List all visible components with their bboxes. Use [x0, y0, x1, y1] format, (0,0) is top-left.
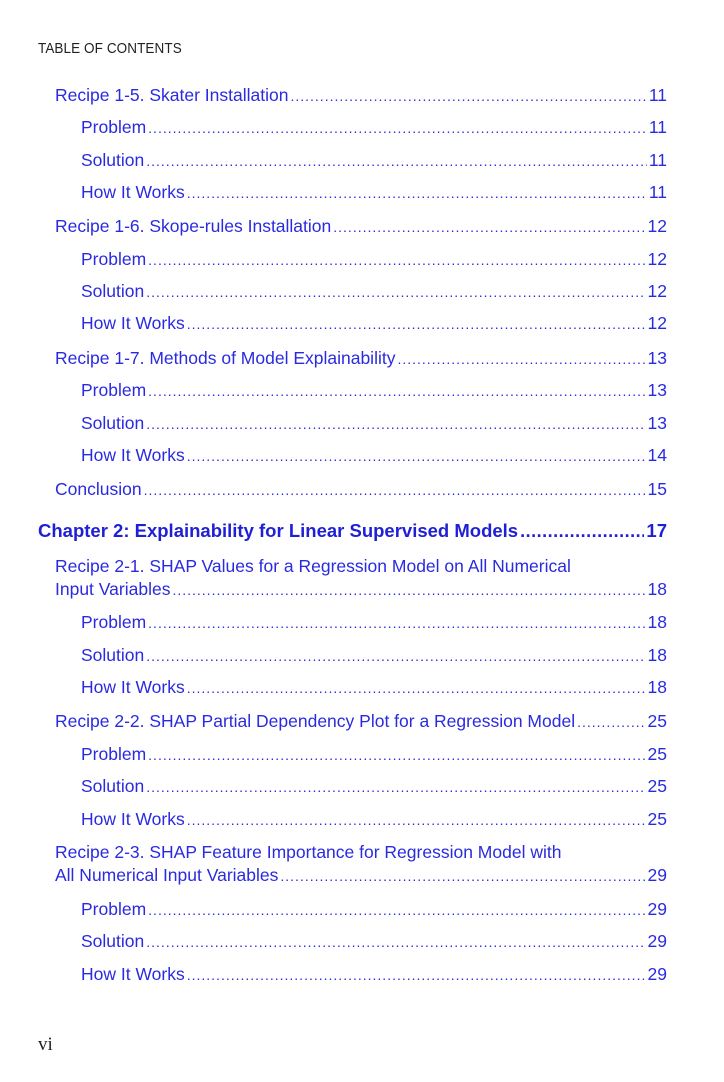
leader-dots: [577, 711, 645, 733]
toc-page-number: 11: [648, 85, 667, 105]
toc-entry-title: Recipe 1-5. Skater Installation: [55, 85, 289, 105]
toc-entry-problem[interactable]: [81, 116, 667, 139]
toc-page-number: 11: [648, 150, 667, 170]
leader-dots: [148, 117, 647, 139]
leader-dots: [148, 899, 645, 921]
leader-dots: [187, 445, 646, 467]
toc-page-number: 12: [647, 216, 667, 236]
toc-page-number: 29: [647, 931, 667, 951]
toc-entry-title: Conclusion: [55, 479, 142, 499]
toc-entry-recipe-2-3[interactable]: [55, 841, 667, 888]
leader-dots: [146, 645, 645, 667]
toc-page-number: 13: [647, 348, 667, 368]
leader-dots: [146, 413, 645, 435]
leader-dots: [148, 612, 645, 634]
toc-page-number: 11: [648, 117, 667, 137]
leader-dots: [146, 150, 647, 172]
toc-page-number: 12: [647, 249, 667, 269]
toc-entry-title: Recipe 1-7. Methods of Model Explainability: [55, 348, 396, 368]
toc-entry-title: How It Works: [81, 964, 185, 984]
toc-entry-title: Problem: [81, 744, 147, 764]
toc-chapter-2[interactable]: [38, 520, 667, 542]
toc-entry-solution[interactable]: [81, 412, 667, 435]
toc-entry-title-line2: All Numerical Input Variables: [55, 865, 279, 885]
toc-entry-title: How It Works: [81, 313, 185, 333]
leader-dots: [148, 744, 645, 766]
leader-dots: [187, 677, 646, 699]
leader-dots: [146, 776, 645, 798]
toc-entry-how-it-works[interactable]: [81, 181, 667, 204]
toc-entry-title: Solution: [81, 645, 145, 665]
toc-page-number: 17: [646, 520, 667, 541]
toc-entry-title: Problem: [81, 249, 147, 269]
toc-entry-solution[interactable]: [81, 149, 667, 172]
leader-dots: [187, 182, 647, 204]
toc-entry-how-it-works[interactable]: [81, 312, 667, 335]
toc-entry-title: Problem: [81, 380, 147, 400]
toc-page-number: 18: [647, 677, 667, 697]
toc-page-number: 14: [647, 445, 667, 465]
toc-page-number: 13: [647, 413, 667, 433]
toc-entry-title: Problem: [81, 117, 147, 137]
toc-chapter-title: Chapter 2: Explainability for Linear Supervised Models: [38, 520, 519, 541]
toc-entry-title: Solution: [81, 281, 145, 301]
toc-entry-solution[interactable]: [81, 644, 667, 667]
toc-entry-solution[interactable]: [81, 280, 667, 303]
toc-entry-recipe-1-7[interactable]: [55, 347, 667, 370]
toc-entry-how-it-works[interactable]: [81, 676, 667, 699]
toc-page-number: 12: [647, 313, 667, 333]
leader-dots: [146, 931, 645, 953]
toc-page-number: 15: [647, 479, 667, 499]
toc-entry-title: Recipe 1-6. Skope-rules Installation: [55, 216, 332, 236]
toc-entry-title: Solution: [81, 413, 145, 433]
toc-entry-problem[interactable]: [81, 898, 667, 921]
leader-dots: [187, 964, 646, 986]
toc-entry-title: How It Works: [81, 677, 185, 697]
leader-dots: [148, 380, 645, 402]
toc-page-number: 25: [647, 744, 667, 764]
toc-page-number: 12: [647, 281, 667, 301]
toc-entry-recipe-2-2[interactable]: [55, 710, 667, 733]
toc-entry-how-it-works[interactable]: [81, 963, 667, 986]
leader-dots: [520, 520, 644, 542]
toc-entry-problem[interactable]: [81, 379, 667, 402]
leader-dots: [148, 249, 645, 271]
toc-entry-title: How It Works: [81, 445, 185, 465]
toc-page-number: 29: [647, 899, 667, 919]
leader-dots: [290, 85, 646, 107]
leader-dots: [146, 281, 645, 303]
toc-page-number: 18: [647, 579, 667, 599]
leader-dots: [333, 216, 645, 238]
toc-entry-title: Solution: [81, 776, 145, 796]
running-header: TABLE OF CONTENTS: [38, 40, 182, 57]
leader-dots: [144, 479, 646, 501]
toc-entry-title: Solution: [81, 150, 145, 170]
toc-page-number: 25: [647, 711, 667, 731]
toc-entry-how-it-works[interactable]: [81, 444, 667, 467]
toc-entry-solution[interactable]: [81, 775, 667, 798]
toc-entry-title: Problem: [81, 899, 147, 919]
toc-page-number: 18: [647, 645, 667, 665]
toc-entry-problem[interactable]: [81, 248, 667, 271]
page-number: vi: [38, 1034, 53, 1055]
toc-entry-problem[interactable]: [81, 743, 667, 766]
toc-entry-problem[interactable]: [81, 611, 667, 634]
toc-entry-title-line1: Recipe 2-3. SHAP Feature Importance for Regression Model with: [55, 842, 562, 862]
toc-page-number: 11: [648, 182, 667, 202]
leader-dots: [187, 313, 646, 335]
leader-dots: [397, 348, 645, 370]
toc-entry-title-line2: Input Variables: [55, 579, 171, 599]
leader-dots: [172, 579, 645, 602]
toc-page-number: 18: [647, 612, 667, 632]
toc-entry-recipe-2-1[interactable]: [55, 555, 667, 602]
toc-entry-solution[interactable]: [81, 930, 667, 953]
toc-entry-title: How It Works: [81, 182, 185, 202]
leader-dots: [280, 865, 645, 888]
toc-entry-recipe-1-5[interactable]: [55, 84, 667, 107]
toc-entry-title: How It Works: [81, 809, 185, 829]
toc-entry-title: Solution: [81, 931, 145, 951]
toc-page-number: 13: [647, 380, 667, 400]
toc-entry-recipe-1-6[interactable]: [55, 215, 667, 238]
toc-entry-how-it-works[interactable]: [81, 808, 667, 831]
toc-entry-title: Recipe 2-2. SHAP Partial Dependency Plot for a Regression Model: [55, 711, 576, 731]
toc-page-number: 29: [647, 865, 667, 885]
toc-page-number: 25: [647, 809, 667, 829]
toc-entry-title-line1: Recipe 2-1. SHAP Values for a Regression Model on All Numerical: [55, 556, 571, 576]
leader-dots: [187, 809, 646, 831]
toc-entry-conclusion[interactable]: [55, 478, 667, 501]
toc-page-number: 25: [647, 776, 667, 796]
toc-entry-title: Problem: [81, 612, 147, 632]
toc-page-number: 29: [647, 964, 667, 984]
